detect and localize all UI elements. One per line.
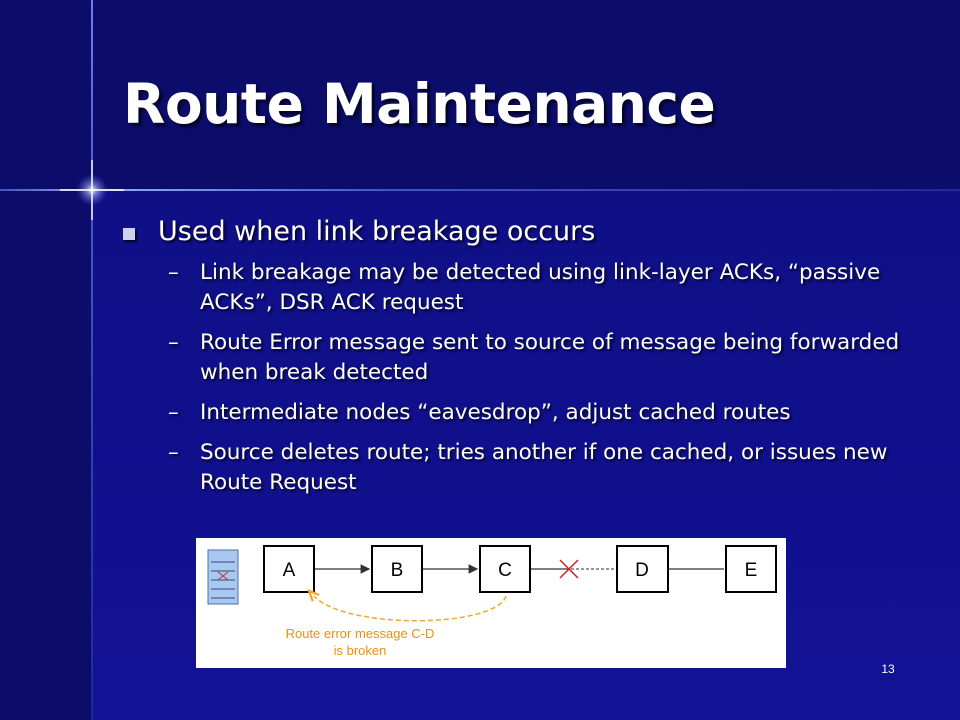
sub-bullet [120, 398, 910, 428]
sub-bullet-text: Route Error message sent to source of message being forwarded when break detected [200, 330, 900, 385]
dash-marker: – [168, 400, 179, 425]
node-e-label: E [744, 560, 758, 581]
dash-marker: – [168, 440, 179, 465]
route-error-label-line1: Route error message C-D [285, 626, 435, 641]
sub-bullet [120, 258, 910, 318]
node-b-label: B [390, 560, 404, 581]
node-c-label: C [498, 560, 512, 581]
slide-title: Route Maintenance [123, 72, 716, 136]
sub-bullet-text: Intermediate nodes “eavesdrop”, adjust cached routes [200, 400, 791, 425]
route-diagram-svg [196, 538, 786, 668]
node-a-label: A [282, 560, 296, 581]
sub-bullet-list [120, 258, 920, 498]
main-bullet [120, 212, 920, 252]
dash-marker: – [168, 330, 179, 355]
route-error-arrow [314, 596, 506, 621]
sub-bullet-group [120, 258, 920, 498]
route-diagram [196, 538, 786, 668]
square-bullet-icon [123, 228, 135, 240]
route-error-label-line2: is broken [333, 643, 387, 658]
bullet-list [120, 212, 920, 508]
page-number: 13 [881, 662, 895, 676]
node-d-label: D [635, 560, 649, 581]
dash-marker: – [168, 260, 179, 285]
sub-bullet-text: Source deletes route; tries another if one cached, or issues new Route Request [200, 440, 888, 495]
sub-bullet [120, 328, 910, 388]
sub-bullet [120, 438, 910, 498]
sub-bullet-text: Link breakage may be detected using link-layer ACKs, “passive ACKs”, DSR ACK request [200, 260, 881, 315]
route-cache-icon [208, 550, 238, 604]
main-bullet-text: Used when link breakage occurs [158, 216, 596, 247]
